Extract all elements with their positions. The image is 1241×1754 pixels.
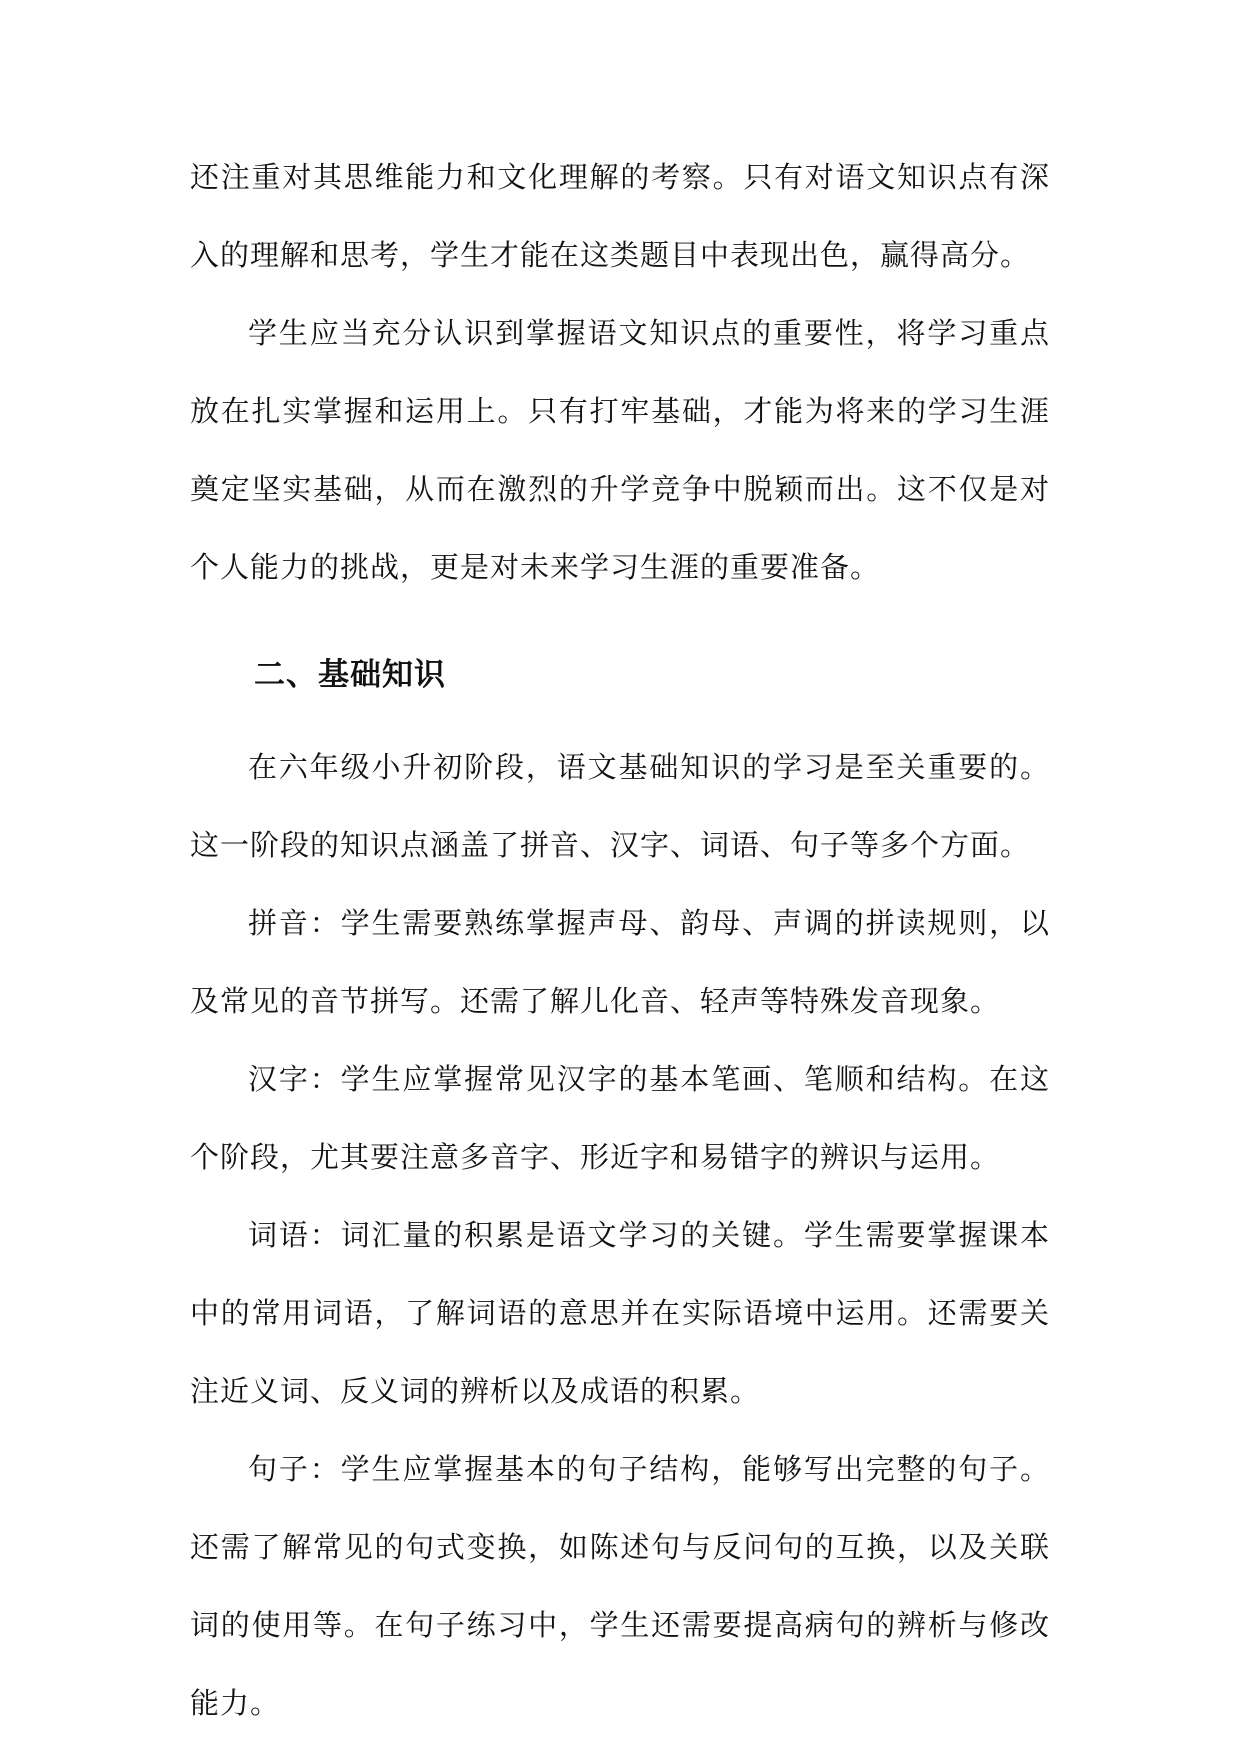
section-heading: 二、基础知识 bbox=[254, 657, 446, 693]
paragraph-pinyin: 拼音：学生需要熟练掌握声母、韵母、声调的拼读规则，以及常见的音节拼写。还需了解儿化音、轻声等特殊发音现象。 bbox=[190, 906, 1050, 1018]
paragraph-juzi: 句子：学生应掌握基本的句子结构，能够写出完整的句子。还需了解常见的句式变换，如陈述句与反问句的互换，以及关联词的使用等。在句子练习中，学生还需要提高病句的辨析与修改能力。 bbox=[190, 1452, 1050, 1720]
paragraph-hanzi: 汉字：学生应掌握常见汉字的基本笔画、笔顺和结构。在这个阶段，尤其要注意多音字、形近字和易错字的辨识与运用。 bbox=[190, 1062, 1050, 1174]
paragraph-intro: 在六年级小升初阶段，语文基础知识的学习是至关重要的。这一阶段的知识点涵盖了拼音、汉字、词语、句子等多个方面。 bbox=[190, 750, 1050, 862]
paragraph-continuation: 还注重对其思维能力和文化理解的考察。只有对语文知识点有深入的理解和思考，学生才能在这类题目中表现出色，赢得高分。 bbox=[190, 160, 1050, 272]
document-body bbox=[190, 138, 1050, 1742]
paragraph-ciyu: 词语：词汇量的积累是语文学习的关键。学生需要掌握课本中的常用词语，了解词语的意思并在实际语境中运用。还需要关注近义词、反义词的辨析以及成语的积累。 bbox=[190, 1218, 1050, 1408]
paragraph-importance: 学生应当充分认识到掌握语文知识点的重要性，将学习重点放在扎实掌握和运用上。只有打牢基础，才能为将来的学习生涯奠定坚实基础，从而在激烈的升学竞争中脱颖而出。这不仅是对个人能力的挑战，更是对未来学习生涯的重要准备。 bbox=[190, 316, 1050, 584]
